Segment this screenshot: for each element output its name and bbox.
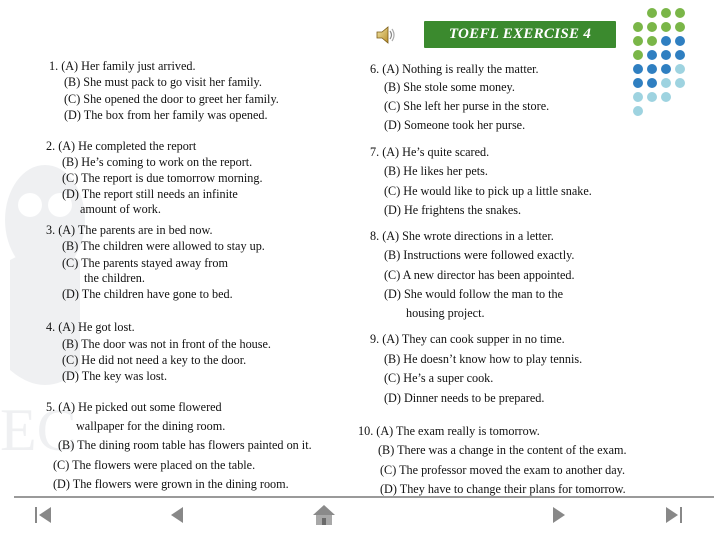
last-page-icon	[660, 504, 688, 526]
q6-option-a: 6. (A) Nothing is really the matter.	[370, 62, 539, 76]
q4-option-d: (D) The key was lost.	[62, 369, 168, 383]
bottom-divider	[14, 496, 714, 498]
home-button[interactable]	[305, 500, 343, 530]
q8-option-d: (D) She would follow the man to the	[384, 287, 564, 301]
q6-option-c: (C) She left her purse in the store.	[384, 99, 550, 113]
first-page-icon	[29, 504, 57, 526]
previous-page-button[interactable]	[158, 500, 196, 530]
q2-option-b: (B) He’s coming to work on the report.	[62, 155, 253, 169]
speaker-icon[interactable]	[374, 24, 396, 46]
q8-option-c: (C) A new director has been appointed.	[384, 268, 575, 282]
q7-option-a: 7. (A) He’s quite scared.	[370, 145, 490, 159]
q7-option-c: (C) He would like to pick up a little snake.	[384, 184, 592, 198]
q3-option-d: (D) The children have gone to bed.	[62, 287, 233, 301]
q1-option-c: (C) She opened the door to greet her family.	[64, 92, 279, 106]
q3-option-a: 3. (A) The parents are in bed now.	[46, 223, 213, 237]
q3-option-b: (B) The children were allowed to stay up.	[62, 239, 265, 253]
q1-option-b: (B) She must pack to go visit her family.	[64, 75, 262, 89]
page-title: TOEFL EXERCISE 4	[424, 21, 616, 48]
home-icon	[310, 503, 338, 527]
q6-option-b: (B) She stole some money.	[384, 80, 515, 94]
q3-option-c-cont: the children.	[84, 271, 145, 285]
q8-option-b: (B) Instructions were followed exactly.	[384, 248, 575, 262]
q1-option-a: 1. (A) Her family just arrived.	[49, 59, 196, 73]
previous-page-icon	[163, 504, 191, 526]
q8-option-a: 8. (A) She wrote directions in a letter.	[370, 229, 554, 243]
q5-option-a-cont: wallpaper for the dining room.	[76, 419, 226, 433]
q5-option-b: (B) The dining room table has flowers painted on it.	[58, 438, 312, 452]
q5-option-c: (C) The flowers were placed on the table.	[53, 458, 256, 472]
q2-option-c: (C) The report is due tomorrow morning.	[62, 171, 263, 185]
q9-option-a: 9. (A) They can cook supper in no time.	[370, 332, 565, 346]
q10-option-d: (D) They have to change their plans for tomorrow.	[380, 482, 626, 496]
q5-option-a: 5. (A) He picked out some flowered	[46, 400, 222, 414]
q2-option-d-cont: amount of work.	[80, 202, 161, 216]
q1-option-d: (D) The box from her family was opened.	[64, 108, 268, 122]
q7-option-d: (D) He frightens the snakes.	[384, 203, 522, 217]
q10-option-a: 10. (A) The exam really is tomorrow.	[358, 424, 540, 438]
q9-option-b: (B) He doesn’t know how to play tennis.	[384, 352, 583, 366]
last-page-button[interactable]	[655, 500, 693, 530]
q3-option-c: (C) The parents stayed away from	[62, 256, 228, 270]
q10-option-c: (C) The professor moved the exam to another day.	[380, 463, 626, 477]
q9-option-d: (D) Dinner needs to be prepared.	[384, 391, 545, 405]
q2-option-d: (D) The report still needs an infinite	[62, 187, 238, 201]
q6-option-d: (D) Someone took her purse.	[384, 118, 526, 132]
q4-option-c: (C) He did not need a key to the door.	[62, 353, 247, 367]
svg-text:EC: EC	[0, 397, 77, 460]
q7-option-b: (B) He likes her pets.	[384, 164, 488, 178]
q5-option-d: (D) The flowers were grown in the dining room.	[53, 477, 289, 491]
next-page-button[interactable]	[540, 500, 578, 530]
q10-option-b: (B) There was a change in the content of the exam.	[378, 443, 627, 457]
next-page-icon	[545, 504, 573, 526]
q4-option-a: 4. (A) He got lost.	[46, 320, 135, 334]
q2-option-a: 2. (A) He completed the report	[46, 139, 197, 153]
first-page-button[interactable]	[24, 500, 62, 530]
q8-option-d-cont: housing project.	[406, 306, 485, 320]
q4-option-b: (B) The door was not in front of the house.	[62, 337, 271, 351]
q9-option-c: (C) He’s a super cook.	[384, 371, 494, 385]
